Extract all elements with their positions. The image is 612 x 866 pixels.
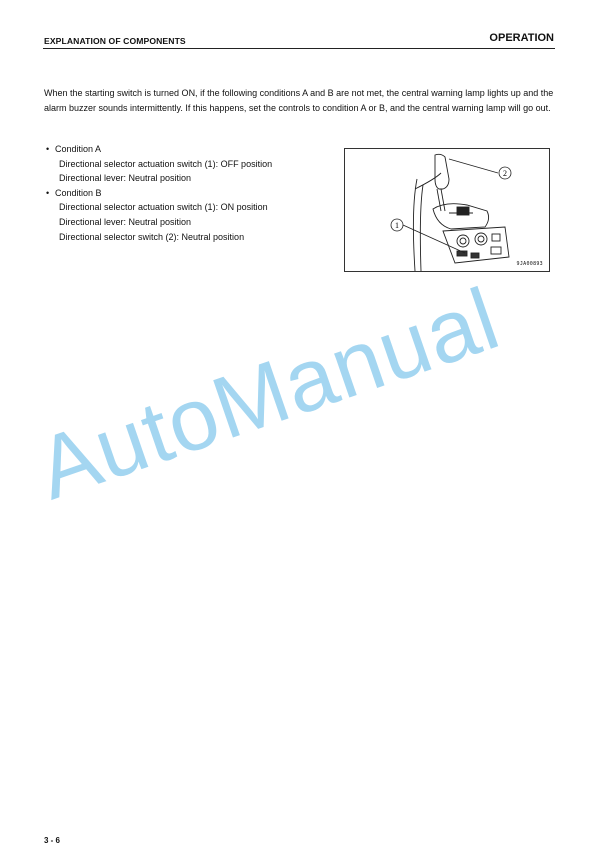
condition-a-item-2: Directional lever: Neutral position: [59, 173, 192, 184]
condition-a-item-1: Directional selector actuation switch (1): OFF position: [59, 158, 273, 169]
section-header-left: EXPLANATION OF COMPONENTS: [44, 36, 186, 46]
header-divider: [43, 48, 555, 49]
condition-b-item-3: Directional selector switch (2): Neutral position: [59, 231, 245, 242]
bullet: •: [46, 187, 50, 198]
condition-a-label: Condition A: [55, 144, 102, 154]
section-header-right: OPERATION: [489, 32, 554, 44]
watermark-text: AutoManual: [25, 268, 511, 519]
condition-a-title: [46, 142, 272, 157]
figure-code: 9JA00893: [516, 261, 543, 267]
bullet: •: [46, 144, 50, 154]
control-lever-figure: [344, 148, 550, 272]
condition-b-title: [46, 186, 272, 201]
condition-b-item-2: Directional lever: Neutral position: [59, 216, 192, 227]
callout-1-label: 1: [395, 221, 399, 230]
conditions-list: [46, 142, 272, 244]
condition-b-item-1: Directional selector actuation switch (1): ON position: [59, 202, 268, 213]
intro-paragraph: When the starting switch is turned ON, if the following conditions A and B are not met, the central warning lamp lights up and the alarm buzzer sounds intermittently. If this happens, set the controls to condition A or B, and the central warning lamp will go out.: [44, 88, 554, 113]
page-number: 3 - 6: [44, 836, 61, 845]
lever-illustration: [345, 149, 551, 273]
condition-b-label: Condition B: [55, 187, 102, 198]
callout-2-label: 2: [503, 169, 507, 178]
